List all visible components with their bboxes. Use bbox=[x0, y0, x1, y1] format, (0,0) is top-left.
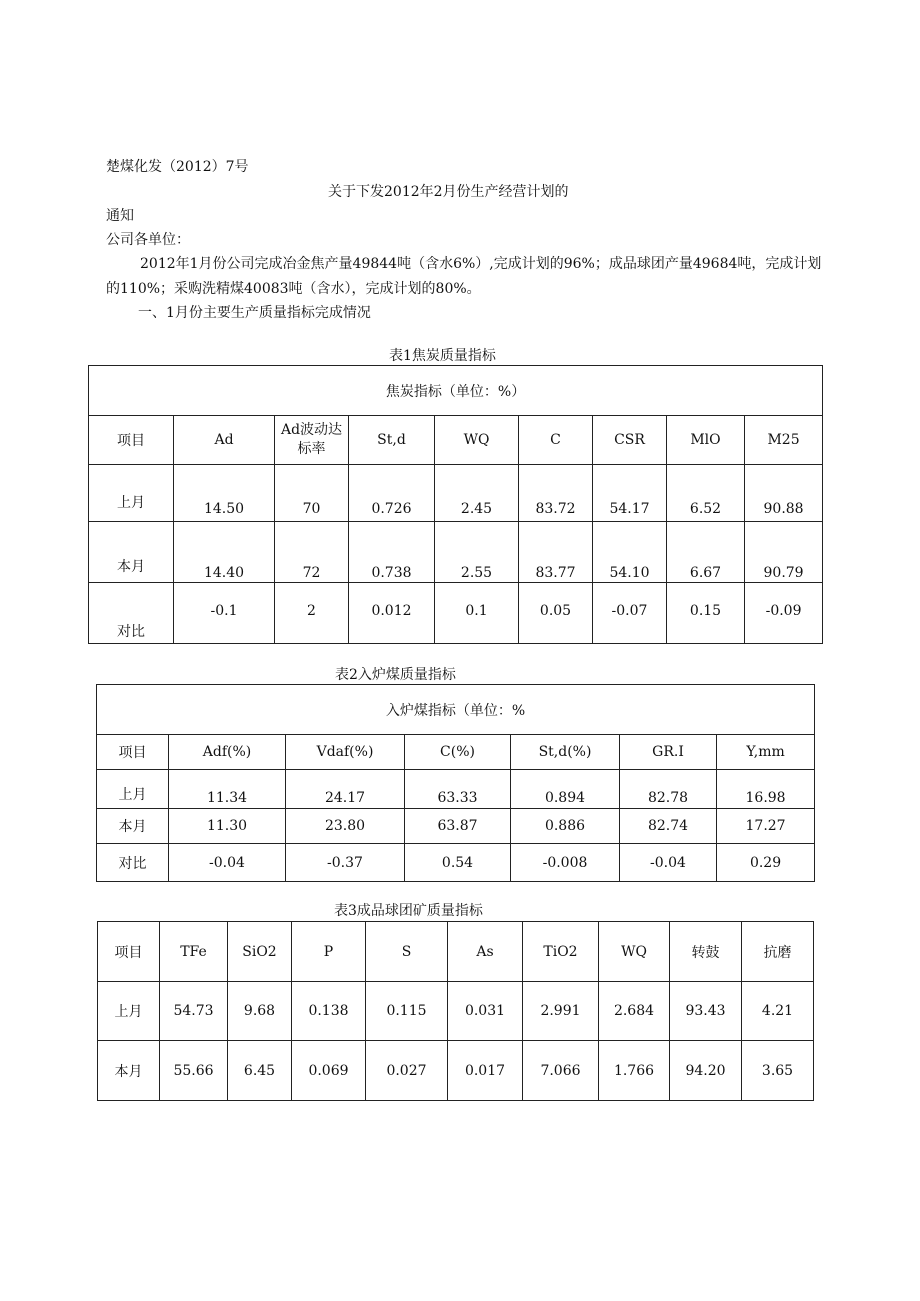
table-row bbox=[89, 522, 823, 583]
table2-header: 入炉煤指标（单位：% bbox=[97, 685, 815, 735]
table-cell: 94.20 bbox=[670, 1041, 742, 1101]
table-cell: 0.027 bbox=[366, 1041, 448, 1101]
table-cell: 6.67 bbox=[667, 522, 745, 583]
table-cell: 82.74 bbox=[620, 809, 717, 844]
table-cell: 4.21 bbox=[742, 982, 814, 1041]
table-cell: 93.43 bbox=[670, 982, 742, 1041]
table3-col-header: S bbox=[366, 922, 448, 982]
table-cell: 82.78 bbox=[620, 770, 717, 809]
table-cell: 55.66 bbox=[160, 1041, 228, 1101]
table-cell: 90.79 bbox=[745, 522, 823, 583]
table-cell: 83.77 bbox=[519, 522, 593, 583]
table-row bbox=[97, 844, 815, 882]
table1-col-header: WQ bbox=[435, 416, 519, 465]
table1-col-header: CSR bbox=[593, 416, 667, 465]
table-cell: 0.29 bbox=[717, 844, 815, 882]
table-cell: 16.98 bbox=[717, 770, 815, 809]
table-row bbox=[89, 583, 823, 644]
table-cell: 14.40 bbox=[174, 522, 275, 583]
table-cell: 3.65 bbox=[742, 1041, 814, 1101]
table-cell: 6.52 bbox=[667, 465, 745, 522]
table3-col-header: As bbox=[448, 922, 523, 982]
table-cell: 2.684 bbox=[599, 982, 670, 1041]
table2-col-header: 项目 bbox=[97, 735, 169, 770]
table-cell: -0.37 bbox=[286, 844, 405, 882]
coal-quality-table bbox=[96, 684, 815, 882]
table2-row-label: 对比 bbox=[97, 844, 169, 882]
table-cell: 17.27 bbox=[717, 809, 815, 844]
table-cell: 0.017 bbox=[448, 1041, 523, 1101]
table-cell: 0.138 bbox=[292, 982, 366, 1041]
table1-row-label: 对比 bbox=[89, 583, 174, 644]
table-cell: 0.894 bbox=[511, 770, 620, 809]
table-row bbox=[98, 982, 814, 1041]
table-cell: 54.10 bbox=[593, 522, 667, 583]
table-cell: 72 bbox=[275, 522, 349, 583]
table-cell: 2.45 bbox=[435, 465, 519, 522]
table-row bbox=[97, 770, 815, 809]
table-cell: -0.04 bbox=[169, 844, 286, 882]
table3-col-header: 抗磨 bbox=[742, 922, 814, 982]
table-cell: 11.30 bbox=[169, 809, 286, 844]
coke-quality-table bbox=[88, 365, 823, 644]
table-cell: -0.09 bbox=[745, 583, 823, 644]
table1-col-header: M25 bbox=[745, 416, 823, 465]
paragraph-line-2: 的110%；采购洗精煤40083吨（含水），完成计划的80%。 bbox=[106, 281, 481, 297]
table1-col-header: Ad波动达 标率 bbox=[275, 416, 349, 465]
table1-header: 焦炭指标（单位：%） bbox=[89, 366, 823, 416]
table2-col-header: Adf(%) bbox=[169, 735, 286, 770]
table2-col-header: St,d(%) bbox=[511, 735, 620, 770]
table3-col-header: SiO2 bbox=[228, 922, 292, 982]
table2-caption: 表2入炉煤质量指标 bbox=[335, 667, 456, 683]
table3-col-header: 项目 bbox=[98, 922, 160, 982]
table-cell: 0.069 bbox=[292, 1041, 366, 1101]
section-heading: 一、1月份主要生产质量指标完成情况 bbox=[138, 305, 371, 321]
table3-col-header: P bbox=[292, 922, 366, 982]
table3-col-header: TFe bbox=[160, 922, 228, 982]
table2-col-header: C(%) bbox=[405, 735, 511, 770]
table-cell: 2 bbox=[275, 583, 349, 644]
table-cell: 0.54 bbox=[405, 844, 511, 882]
table-cell: 54.73 bbox=[160, 982, 228, 1041]
table-cell: 2.55 bbox=[435, 522, 519, 583]
table-cell: 0.1 bbox=[435, 583, 519, 644]
table3-col-header: TiO2 bbox=[523, 922, 599, 982]
table-cell: 6.45 bbox=[228, 1041, 292, 1101]
table-cell: -0.008 bbox=[511, 844, 620, 882]
table-cell: 63.87 bbox=[405, 809, 511, 844]
table-cell: 7.066 bbox=[523, 1041, 599, 1101]
doc-number: 楚煤化发（2012）7号 bbox=[106, 159, 249, 175]
table3-col-header: WQ bbox=[599, 922, 670, 982]
table-cell: 0.726 bbox=[349, 465, 435, 522]
table2-row-label: 上月 bbox=[97, 770, 169, 809]
table-row bbox=[89, 465, 823, 522]
table-cell: 14.50 bbox=[174, 465, 275, 522]
table3-caption: 表3成品球团矿质量指标 bbox=[334, 903, 483, 919]
table-cell: 0.15 bbox=[667, 583, 745, 644]
table1-row-label: 本月 bbox=[89, 522, 174, 583]
table-cell: -0.1 bbox=[174, 583, 275, 644]
table3-col-header: 转鼓 bbox=[670, 922, 742, 982]
table3-row-label: 本月 bbox=[98, 1041, 160, 1101]
table1-col-header: C bbox=[519, 416, 593, 465]
table1-row-label: 上月 bbox=[89, 465, 174, 522]
paragraph-line-1: 2012年1月份公司完成冶金焦产量49844吨（含水6%）,完成计划的96%；成品球团产量49684吨，完成计划 bbox=[140, 256, 822, 272]
table-cell: 63.33 bbox=[405, 770, 511, 809]
table-cell: 0.031 bbox=[448, 982, 523, 1041]
table-cell: 9.68 bbox=[228, 982, 292, 1041]
table-cell: 2.991 bbox=[523, 982, 599, 1041]
table-cell: 0.738 bbox=[349, 522, 435, 583]
table1-col-header: 项目 bbox=[89, 416, 174, 465]
table1-col-header: St,d bbox=[349, 416, 435, 465]
table-cell: 70 bbox=[275, 465, 349, 522]
table-cell: -0.04 bbox=[620, 844, 717, 882]
table-cell: 90.88 bbox=[745, 465, 823, 522]
table2-row-label: 本月 bbox=[97, 809, 169, 844]
pellet-quality-table bbox=[97, 921, 814, 1101]
table2-col-header: GR.I bbox=[620, 735, 717, 770]
doc-title: 关于下发2012年2月份生产经营计划的 bbox=[328, 184, 569, 200]
table-cell: 11.34 bbox=[169, 770, 286, 809]
table-cell: 54.17 bbox=[593, 465, 667, 522]
table-cell: 83.72 bbox=[519, 465, 593, 522]
table-cell: 0.115 bbox=[366, 982, 448, 1041]
table1-caption: 表1焦炭质量指标 bbox=[389, 348, 496, 364]
table-row bbox=[97, 809, 815, 844]
table-cell: 1.766 bbox=[599, 1041, 670, 1101]
doc-title-continuation: 通知 bbox=[106, 208, 134, 224]
table2-col-header: Vdaf(%) bbox=[286, 735, 405, 770]
table1-col-header: MlO bbox=[667, 416, 745, 465]
table-cell: 23.80 bbox=[286, 809, 405, 844]
table-cell: -0.07 bbox=[593, 583, 667, 644]
table-row bbox=[98, 1041, 814, 1101]
table3-row-label: 上月 bbox=[98, 982, 160, 1041]
table-cell: 0.886 bbox=[511, 809, 620, 844]
table-cell: 0.05 bbox=[519, 583, 593, 644]
table2-col-header: Y,mm bbox=[717, 735, 815, 770]
table1-col-header: Ad bbox=[174, 416, 275, 465]
salutation: 公司各单位： bbox=[106, 232, 190, 248]
table-cell: 24.17 bbox=[286, 770, 405, 809]
table-cell: 0.012 bbox=[349, 583, 435, 644]
